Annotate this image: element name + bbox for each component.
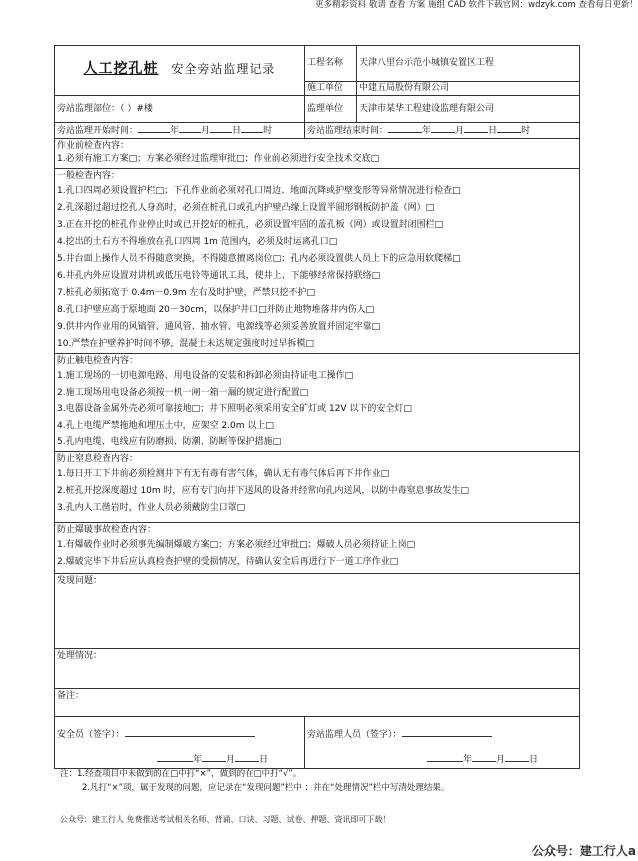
start-day-unit: 日 <box>232 126 242 136</box>
checklist-item: 1.施工现场的一切电源电路、用电设备的安装和拆卸必须由持证电工操作□ <box>57 371 354 381</box>
pre-work-section <box>55 139 580 169</box>
section-title: 防止触电检查内容： <box>57 356 139 366</box>
contractor-label: 施工单位 <box>305 82 357 96</box>
section-title: 防止爆破事故检查内容： <box>57 525 157 535</box>
checklist-item: 2.孔深超过超过挖孔人身高时，必须在桩孔口或孔内护壁凸缘上设置半圆形钢板防护盖（网）□ <box>57 203 435 213</box>
form-title <box>55 46 305 96</box>
checklist-item: 4.挖出的土石方不得堆放在孔口四周 1m 范围内，必须及时运离孔口□ <box>57 237 338 247</box>
title-main: 人工挖孔桩 <box>83 61 159 77</box>
supervisor-signature-field[interactable] <box>305 717 580 769</box>
checklist-item: 3.正在开挖的桩孔作业停止时或已开挖好的桩孔，必须设置牢固的盖孔板（网）或设置封闭围栏□ <box>57 220 444 230</box>
checklist-item: 9.供井内作业用的风镐管、通风管、抽水管、电源线等必须妥善放置并固定牢靠□ <box>57 322 381 332</box>
title-sub: 安全旁站监理记录 <box>171 62 276 76</box>
supervisor-unit-value: 天津市某华工程建设监理有限公司 <box>357 96 580 123</box>
end-time-label: 旁站监理结束时间： <box>307 126 389 136</box>
checklist-item: 6.井孔内外应设置对讲机或低压电铃等通讯工具，使井上、下能够经常保持联络□ <box>57 271 381 281</box>
issues-field[interactable] <box>55 574 580 649</box>
issues-label: 发现问题： <box>57 576 103 586</box>
start-year-unit: 年 <box>170 126 180 136</box>
checklist-item: 3.电器设备金属外壳必须可靠接地□；井下照明必须采用安全矿灯或 12V 以下的安全灯□ <box>57 404 412 414</box>
start-time-label: 旁站监理开始时间： <box>57 126 139 136</box>
checklist-item: 1.必须有施工方案□；方案必须经过监理审批□；作业前必须进行安全技术交底□ <box>57 154 380 164</box>
checklist-item: 2.施工现场用电设备必须按一机一闸一箱一漏的规定进行配置□ <box>57 387 309 398</box>
form-notes <box>60 767 580 795</box>
supervisor-year-unit: 年 <box>463 755 473 765</box>
watermark: 公众号：建工行人a <box>531 844 636 858</box>
section-title: 作业前检查内容： <box>57 141 130 151</box>
supervisor-signature-label: 旁站监理人员（签字）： <box>307 730 402 740</box>
safety-year-unit: 年 <box>193 755 203 765</box>
safety-day-unit: 日 <box>259 755 269 765</box>
section-title: 防止窒息检查内容： <box>57 454 139 464</box>
checklist-item: 2.爆破完毕下井后应认真检查护壁的受损情况，待确认安全后再进行下一道工序作业□ <box>57 557 399 567</box>
remarks-label: 备注： <box>57 691 85 701</box>
checklist-item: 5.孔内电缆、电线应有防磨损、防潮、防断等保护措施□ <box>57 437 282 447</box>
handling-label: 处理情况： <box>57 651 103 661</box>
safety-signature-label: 安全员（签字）： <box>57 730 125 740</box>
note-2: 2.凡打“×”项，属于发现的问题，应记录在“发现问题”栏中 ；并在“处理情况”栏中写清处理结果。 <box>82 783 450 793</box>
contractor-value: 中建五局股份有限公司 <box>357 82 580 96</box>
checklist-item: 4.孔上电缆严禁拖地和埋压土中，应架空 2.0m 以上□ <box>57 420 274 431</box>
remarks-field[interactable] <box>55 689 580 717</box>
start-hour-unit: 时 <box>263 126 273 136</box>
checklist-item: 1.每日开工下井前必须检测井下有无有毒有害气体，确认无有毒气体后再下井作业□ <box>57 469 390 479</box>
note-1: 注：1.经查项目中未做到的在□中打“×”，做到的在□中打“√”。 <box>60 769 302 779</box>
supervisor-day-unit: 日 <box>529 755 539 765</box>
supervision-record-form <box>54 45 580 769</box>
checklist-item: 8.孔口护壁应高于原地面 20－30cm，以保护井口□并防止地物堆落井内伤人□ <box>57 305 375 315</box>
project-name-value: 天津八里台示范小城镇安置区工程 <box>357 46 580 82</box>
end-month-unit: 月 <box>455 126 465 136</box>
checklist-item: 7.桩孔必须拓宽于 0.4m－0.9m 左右及时护壁，严禁只挖不护□ <box>57 288 315 298</box>
checklist-item: 3.孔内人工凿岩时，作业人员必须戴防尘口罩□ <box>57 503 246 513</box>
end-hour-unit: 时 <box>521 126 531 136</box>
general-section <box>55 169 580 354</box>
top-banner: 更多精彩资料 敬请 查看 方案 施组 CAD 软件下载官网：wdzyk.com 查看每日更新！ <box>315 0 638 10</box>
handling-field[interactable] <box>55 649 580 689</box>
supervisor-unit-label: 监理单位 <box>305 96 357 123</box>
project-name-label: 工程名称 <box>305 46 357 82</box>
end-day-unit: 日 <box>488 126 498 136</box>
end-year-unit: 年 <box>422 126 432 136</box>
checklist-item: 10.严禁在护壁养护时间不够，混凝土未达规定强度时过早拆模□ <box>57 339 314 349</box>
end-time-field <box>305 123 580 139</box>
gas-section <box>55 452 580 523</box>
footer-text: 公众号：建工行人 免费推送考试相关名师、背诵、口诀、习题、试卷、押题、资讯即可下载！ <box>60 815 391 824</box>
electric-section <box>55 354 580 452</box>
checklist-item: 2.桩孔开挖深度超过 10m 时，应有专门向井下送风的设备并经常向孔内送风，以防中毒窒息事故发生□ <box>57 486 470 496</box>
checklist-item: 1.有爆破作业时必须事先编制爆破方案□；方案必须经过审批□；爆破人员必须持证上岗□ <box>57 540 416 550</box>
section-title: 一般检查内容： <box>57 171 121 181</box>
location-field: 旁站监理部位：（ ）#楼 <box>55 96 305 123</box>
start-month-unit: 月 <box>201 126 211 136</box>
supervisor-month-unit: 月 <box>496 755 506 765</box>
safety-signature-field[interactable] <box>55 717 305 769</box>
checklist-item: 5.井台面上操作人员不得随意突换，不得随意擅离岗位□；孔内必须设置供人员上下的应急用软爬梯□ <box>57 254 461 264</box>
start-time-field <box>55 123 305 139</box>
safety-month-unit: 月 <box>226 755 236 765</box>
blast-section <box>55 523 580 574</box>
checklist-item: 1.孔口四周必须设置护栏□；下孔作业前必须对孔口周边、地面沉降或护壁变形等异常情况进行检查□ <box>57 186 461 196</box>
